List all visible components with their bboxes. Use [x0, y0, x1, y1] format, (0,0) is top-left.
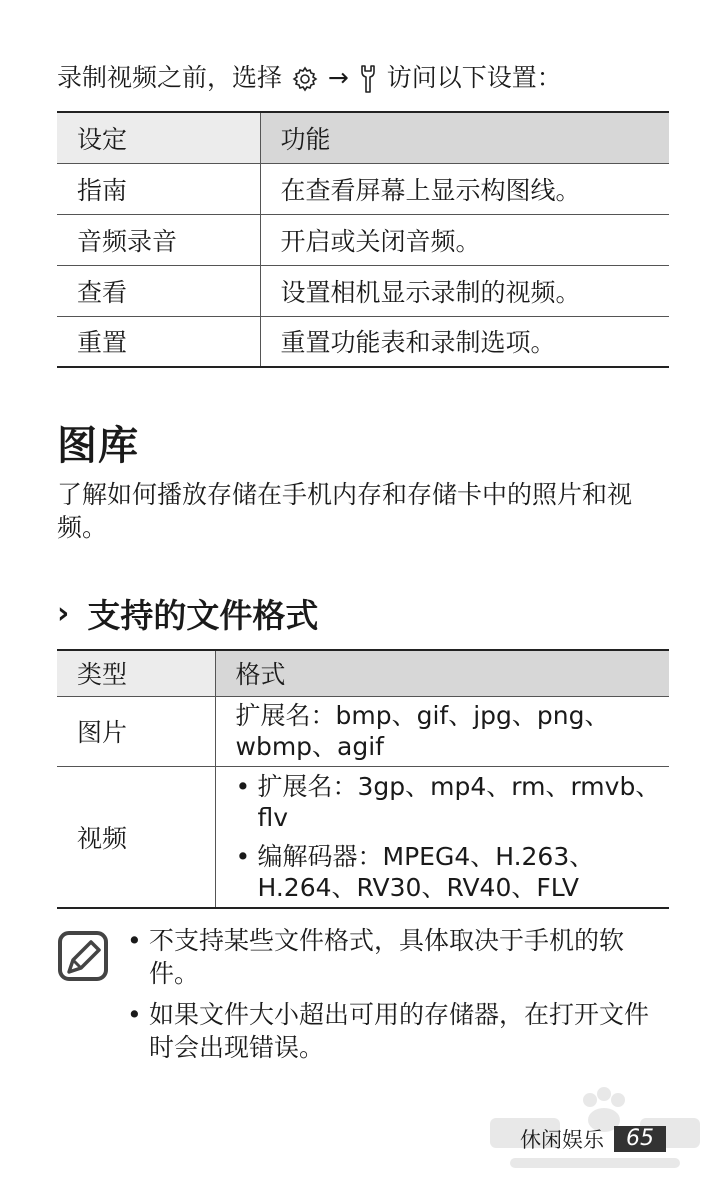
format-bullets: [236, 771, 670, 903]
format-codecs: 编解码器：MPEG4、H.263、H.264、RV30、RV40、FLV: [257, 841, 595, 902]
format-type: 图片: [57, 696, 215, 766]
setting-name: 查看: [57, 265, 260, 316]
format-list: [215, 696, 669, 766]
table-header-row: [57, 650, 669, 696]
table-row: [57, 316, 669, 367]
setting-function: 重置功能表和录制选项。: [280, 328, 556, 358]
list-item: [236, 841, 670, 903]
gear-icon: [290, 64, 320, 94]
list-item: [127, 924, 667, 990]
intro-text-after: 访问以下设置：: [386, 63, 562, 92]
setting-name: 指南: [57, 163, 260, 214]
subsection-heading: [57, 590, 318, 637]
column-header: 类型: [57, 650, 215, 696]
note-text: 不支持某些文件格式，具体取决于手机的软件。: [149, 926, 625, 988]
column-header: 功能: [260, 112, 669, 163]
table-row: [57, 214, 669, 265]
table-row: [57, 163, 669, 214]
setting-name: 音频录音: [57, 214, 260, 265]
table-header-row: [57, 112, 669, 163]
column-header: 格式: [215, 650, 669, 696]
setting-name: 重置: [57, 316, 260, 367]
page-number: 65: [614, 1126, 666, 1152]
format-line: wbmp、agif: [235, 732, 384, 761]
list-item: [236, 771, 670, 833]
footer-section-label: 休闲娱乐: [520, 1128, 604, 1152]
setting-function: 设置相机显示录制的视频。: [280, 277, 581, 307]
section-description: 了解如何播放存储在手机内存和存储卡中的照片和视频。: [57, 480, 633, 542]
section-title: 图库: [57, 423, 139, 469]
setting-function: 在查看屏幕上显示构图线。: [280, 175, 581, 205]
intro-text-before: 录制视频之前，选择: [57, 63, 283, 92]
format-list: [215, 766, 669, 908]
settings-table: [57, 111, 669, 368]
note-text: 如果文件大小超出可用的存储器，在打开文件时会出现错误。: [149, 1000, 650, 1062]
table-row: [57, 265, 669, 316]
table-row: [57, 766, 669, 908]
wrench-icon: [357, 63, 379, 95]
format-line: 扩展名：bmp、gif、jpg、png、: [235, 701, 610, 730]
intro-line: [57, 60, 677, 96]
list-item: [127, 998, 667, 1064]
page-footer: [520, 1124, 666, 1154]
column-header: 设定: [57, 112, 260, 163]
subsection-title: 支持的文件格式: [87, 596, 319, 635]
intro-arrow: →: [327, 63, 349, 92]
table-row: [57, 696, 669, 766]
setting-function: 开启或关闭音频。: [280, 226, 481, 256]
notes-list: [127, 924, 667, 1072]
note-pencil-icon: [57, 930, 109, 982]
format-extensions: 扩展名：3gp、mp4、rm、rmvb、flv: [257, 771, 661, 832]
chevron-right-icon: ›: [57, 596, 70, 631]
format-table: [57, 649, 669, 909]
format-type: 视频: [57, 766, 215, 908]
